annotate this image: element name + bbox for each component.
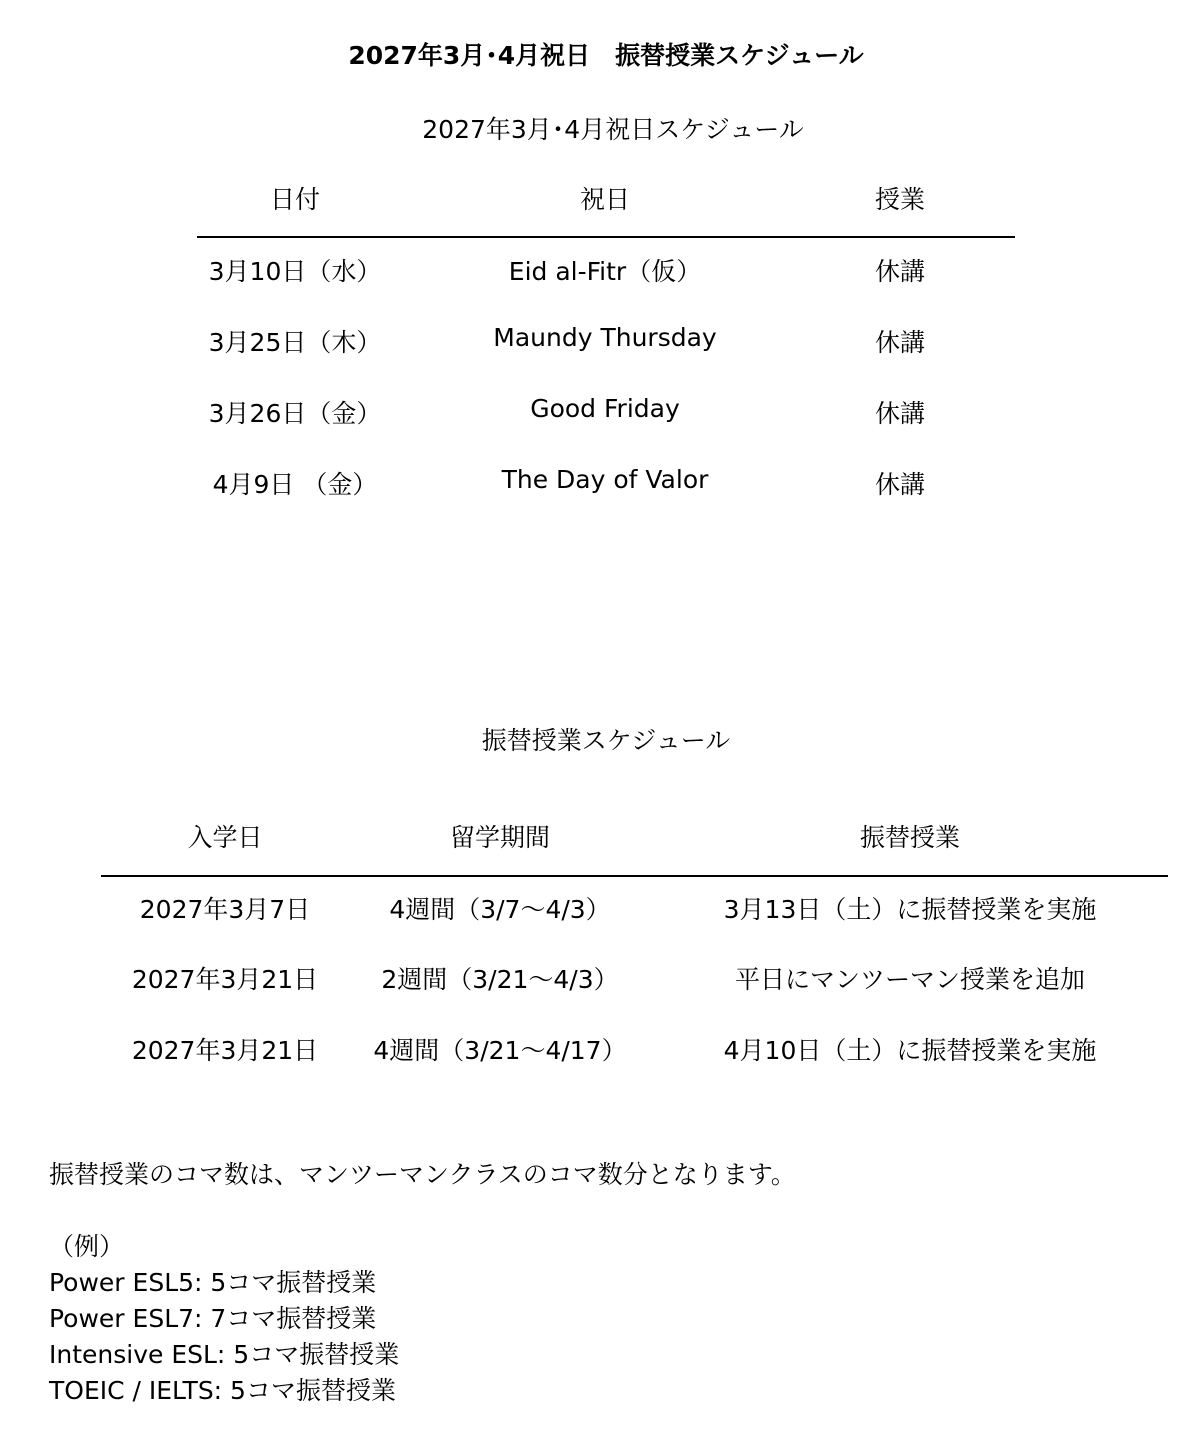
holiday-row-name: Eid al-Fitr（仮） — [508, 257, 702, 286]
makeup-count-note: 振替授業のコマ数は、マンツーマンクラスのコマ数分となります。 — [49, 1160, 796, 1189]
makeup-row-period: 4週間（3/21～4/17） — [373, 1036, 627, 1065]
makeup-row-makeup: 平日にマンツーマン授業を追加 — [734, 965, 1085, 994]
makeup-row-entry: 2027年3月21日 — [131, 1036, 319, 1065]
makeup-row-period: 4週間（3/7～4/3） — [389, 895, 611, 924]
holiday-header-holiday: 祝日 — [579, 185, 630, 214]
document-title: 2027年3月･4月祝日 振替授業スケジュール — [348, 41, 864, 70]
makeup-row-entry: 2027年3月21日 — [131, 965, 319, 994]
makeup-row-makeup: 3月13日（土）に振替授業を実施 — [723, 895, 1097, 924]
example-item: Power ESL7: 7コマ振替授業 — [49, 1304, 377, 1333]
holiday-row-name: The Day of Valor — [501, 465, 709, 494]
example-label: （例） — [49, 1232, 125, 1261]
example-item: TOEIC / IELTS: 5コマ振替授業 — [49, 1376, 396, 1405]
holiday-header-date: 日付 — [269, 185, 320, 214]
holiday-schedule-title: 2027年3月･4月祝日スケジュール — [422, 115, 804, 144]
example-item: Intensive ESL: 5コマ振替授業 — [49, 1340, 400, 1369]
holiday-row-class: 休講 — [874, 328, 925, 357]
makeup-header-period: 留学期間 — [449, 823, 550, 852]
holiday-row-class: 休講 — [874, 257, 925, 286]
holiday-row-date: 3月26日（金） — [208, 399, 382, 428]
makeup-row-period: 2週間（3/21～4/3） — [381, 965, 619, 994]
makeup-row-makeup: 4月10日（土）に振替授業を実施 — [723, 1036, 1097, 1065]
holiday-header-class: 授業 — [874, 185, 925, 214]
holiday-row-date: 3月25日（木） — [208, 328, 382, 357]
holiday-row-date: 3月10日（水） — [208, 257, 382, 286]
holiday-row-name: Good Friday — [530, 394, 680, 423]
holiday-row-class: 休講 — [874, 399, 925, 428]
makeup-header-entry: 入学日 — [187, 823, 263, 852]
holiday-row-date: 4月9日 （金） — [212, 470, 378, 499]
example-item: Power ESL5: 5コマ振替授業 — [49, 1268, 377, 1297]
makeup-header-makeup: 振替授業 — [859, 823, 960, 852]
holiday-row-name: Maundy Thursday — [493, 323, 717, 352]
makeup-schedule-title: 振替授業スケジュール — [481, 726, 731, 755]
makeup-table-divider — [101, 875, 1168, 877]
holiday-row-class: 休講 — [874, 470, 925, 499]
makeup-row-entry: 2027年3月7日 — [139, 895, 311, 924]
